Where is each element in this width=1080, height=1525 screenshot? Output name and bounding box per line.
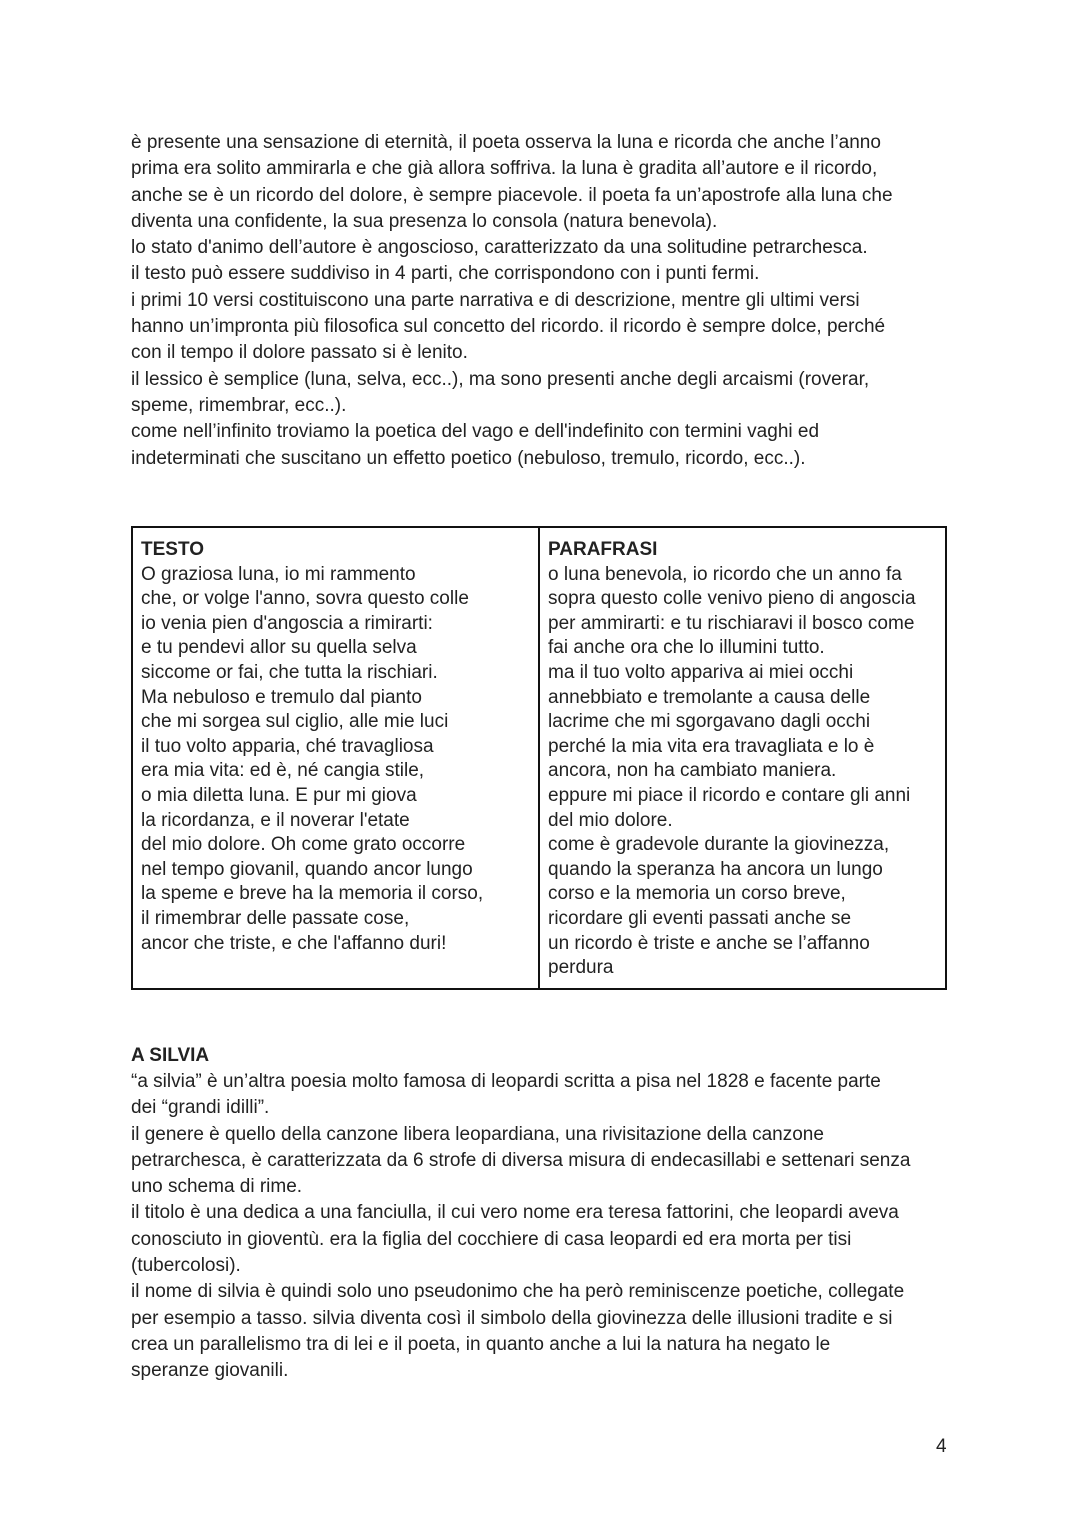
text-line: speranze giovanili. bbox=[131, 1360, 289, 1382]
paraphrase-line: sopra questo colle venivo pieno di angoscia bbox=[548, 588, 916, 610]
text-line: con il tempo il dolore passato si è lenito. bbox=[131, 342, 468, 364]
text-line: il testo può essere suddiviso in 4 parti, che corrispondono con i punti fermi. bbox=[131, 263, 760, 285]
text-line: è presente una sensazione di eternità, il poeta osserva la luna e ricorda che anche l’anno bbox=[131, 132, 881, 153]
text-line: conosciuto in gioventù. era la figlia del cocchiere di casa leopardi ed era morta per tisi bbox=[131, 1228, 852, 1250]
testo-cell bbox=[132, 527, 539, 989]
text-line: il lessico è semplice (luna, selva, ecc..), ma sono presenti anche degli arcaismi (roverar, bbox=[131, 368, 870, 390]
intro-paragraph bbox=[131, 130, 951, 472]
paraphrase-line: perdura bbox=[548, 957, 614, 979]
verse-line: la ricordanza, e il noverar l'etate bbox=[141, 809, 410, 831]
verse-line: siccome or fai, che tutta la rischiari. bbox=[141, 661, 438, 683]
text-line: il nome di silvia è quindi solo uno pseudonimo che ha però reminiscenze poetiche, collegate bbox=[131, 1281, 905, 1303]
text-line: il titolo è una dedica a una fanciulla, il cui vero nome era teresa fattorini, che leopardi aveva bbox=[131, 1202, 899, 1224]
paraphrase-line: come è gradevole durante la giovinezza, bbox=[548, 834, 890, 856]
text-line: prima era solito ammirarla e che già allora soffriva. la luna è gradita all’autore e il ricordo, bbox=[131, 158, 878, 180]
text-line: petrarchesca, è caratterizzata da 6 strofe di diversa misura di endecasillabi e settenari senza bbox=[131, 1149, 911, 1171]
verse-line: io venia pien d'angoscia a rimirarti: bbox=[141, 612, 433, 634]
text-line: (tubercolosi). bbox=[131, 1255, 241, 1277]
text-line: indeterminati che suscitano un effetto poetico (nebuloso, tremulo, ricordo, ecc..). bbox=[131, 447, 806, 469]
verse-line: il tuo volto apparia, ché travagliosa bbox=[141, 735, 434, 757]
table-row bbox=[132, 527, 946, 989]
text-line: i primi 10 versi costituiscono una parte narrativa e di descrizione, mentre gli ultimi versi bbox=[131, 289, 860, 311]
verse-line: la speme e breve ha la memoria il corso, bbox=[141, 883, 484, 905]
paraphrase-line: per ammirarti: e tu rischiaravi il bosco come bbox=[548, 612, 915, 634]
paraphrase-line: del mio dolore. bbox=[548, 809, 673, 831]
text-line: diventa una confidente, la sua presenza lo consola (natura benevola). bbox=[131, 210, 718, 232]
poem-comparison-table bbox=[131, 526, 947, 990]
text-line: uno schema di rime. bbox=[131, 1176, 303, 1198]
testo-header: TESTO bbox=[141, 539, 204, 560]
text-line: lo stato d'animo dell’autore è angoscioso, caratterizzato da una solitudine petrarchesca. bbox=[131, 237, 868, 259]
paraphrase-line: eppure mi piace il ricordo e contare gli anni bbox=[548, 784, 911, 806]
parafrasi-header: PARAFRASI bbox=[548, 539, 658, 560]
text-line: hanno un’impronta più filosofica sul concetto del ricordo. il ricordo è sempre dolce, perché bbox=[131, 316, 886, 338]
paraphrase-line: ancora, non ha cambiato maniera. bbox=[548, 760, 837, 782]
paraphrase-line: quando la speranza ha ancora un lungo bbox=[548, 858, 883, 880]
text-line: “a silvia” è un’altra poesia molto famosa di leopardi scritta a pisa nel 1828 e facente parte bbox=[131, 1071, 881, 1092]
parafrasi-cell bbox=[539, 527, 946, 989]
paraphrase-line: un ricordo è triste e anche se l’affanno bbox=[548, 932, 870, 954]
paraphrase-line: annebbiato e tremolante a causa delle bbox=[548, 686, 871, 708]
verse-line: ancor che triste, e che l'affanno duri! bbox=[141, 932, 447, 954]
page-number: 4 bbox=[936, 1436, 947, 1457]
text-line: come nell’infinito troviamo la poetica del vago e dell'indefinito con termini vaghi ed bbox=[131, 421, 820, 443]
text-line: il genere è quello della canzone libera leopardiana, una rivisitazione della canzone bbox=[131, 1123, 824, 1145]
paraphrase-line: ricordare gli eventi passati anche se bbox=[548, 907, 852, 929]
verse-line: che mi sorgea sul ciglio, alle mie luci bbox=[141, 711, 449, 733]
paraphrase-line: ma il tuo volto appariva ai miei occhi bbox=[548, 661, 854, 683]
text-line: crea un parallelismo tra di lei e il poeta, in quanto anche a lui la natura ha negato le bbox=[131, 1333, 831, 1355]
verse-line: del mio dolore. Oh come grato occorre bbox=[141, 834, 466, 856]
verse-line: o mia diletta luna. E pur mi giova bbox=[141, 784, 417, 806]
text-line: anche se è un ricordo del dolore, è sempre piacevole. il poeta fa un’apostrofe alla luna che bbox=[131, 184, 893, 206]
text-line: dei “grandi idilli”. bbox=[131, 1097, 270, 1119]
section-heading: A SILVIA bbox=[131, 1045, 210, 1066]
verse-line: nel tempo giovanil, quando ancor lungo bbox=[141, 858, 473, 880]
verse-line: che, or volge l'anno, sovra questo colle bbox=[141, 588, 469, 610]
text-line: speme, rimembrar, ecc..). bbox=[131, 394, 347, 416]
verse-line: era mia vita: ed è, né cangia stile, bbox=[141, 760, 425, 782]
verse-line: O graziosa luna, io mi rammento bbox=[141, 563, 416, 585]
verse-line: il rimembrar delle passate cose, bbox=[141, 907, 410, 929]
verse-line: e tu pendevi allor su quella selva bbox=[141, 637, 417, 659]
verse-line: Ma nebuloso e tremulo dal pianto bbox=[141, 686, 422, 708]
silvia-paragraph bbox=[131, 1069, 951, 1385]
paraphrase-line: corso e la memoria un corso breve, bbox=[548, 883, 846, 905]
paraphrase-line: lacrime che mi sgorgavano dagli occhi bbox=[548, 711, 871, 733]
text-line: per esempio a tasso. silvia diventa così il simbolo della giovinezza delle illusioni tradite e si bbox=[131, 1307, 893, 1329]
paraphrase-line: o luna benevola, io ricordo che un anno fa bbox=[548, 563, 902, 585]
paraphrase-line: perché la mia vita era travagliata e lo è bbox=[548, 735, 875, 757]
paraphrase-line: fai anche ora che lo illumini tutto. bbox=[548, 637, 825, 659]
